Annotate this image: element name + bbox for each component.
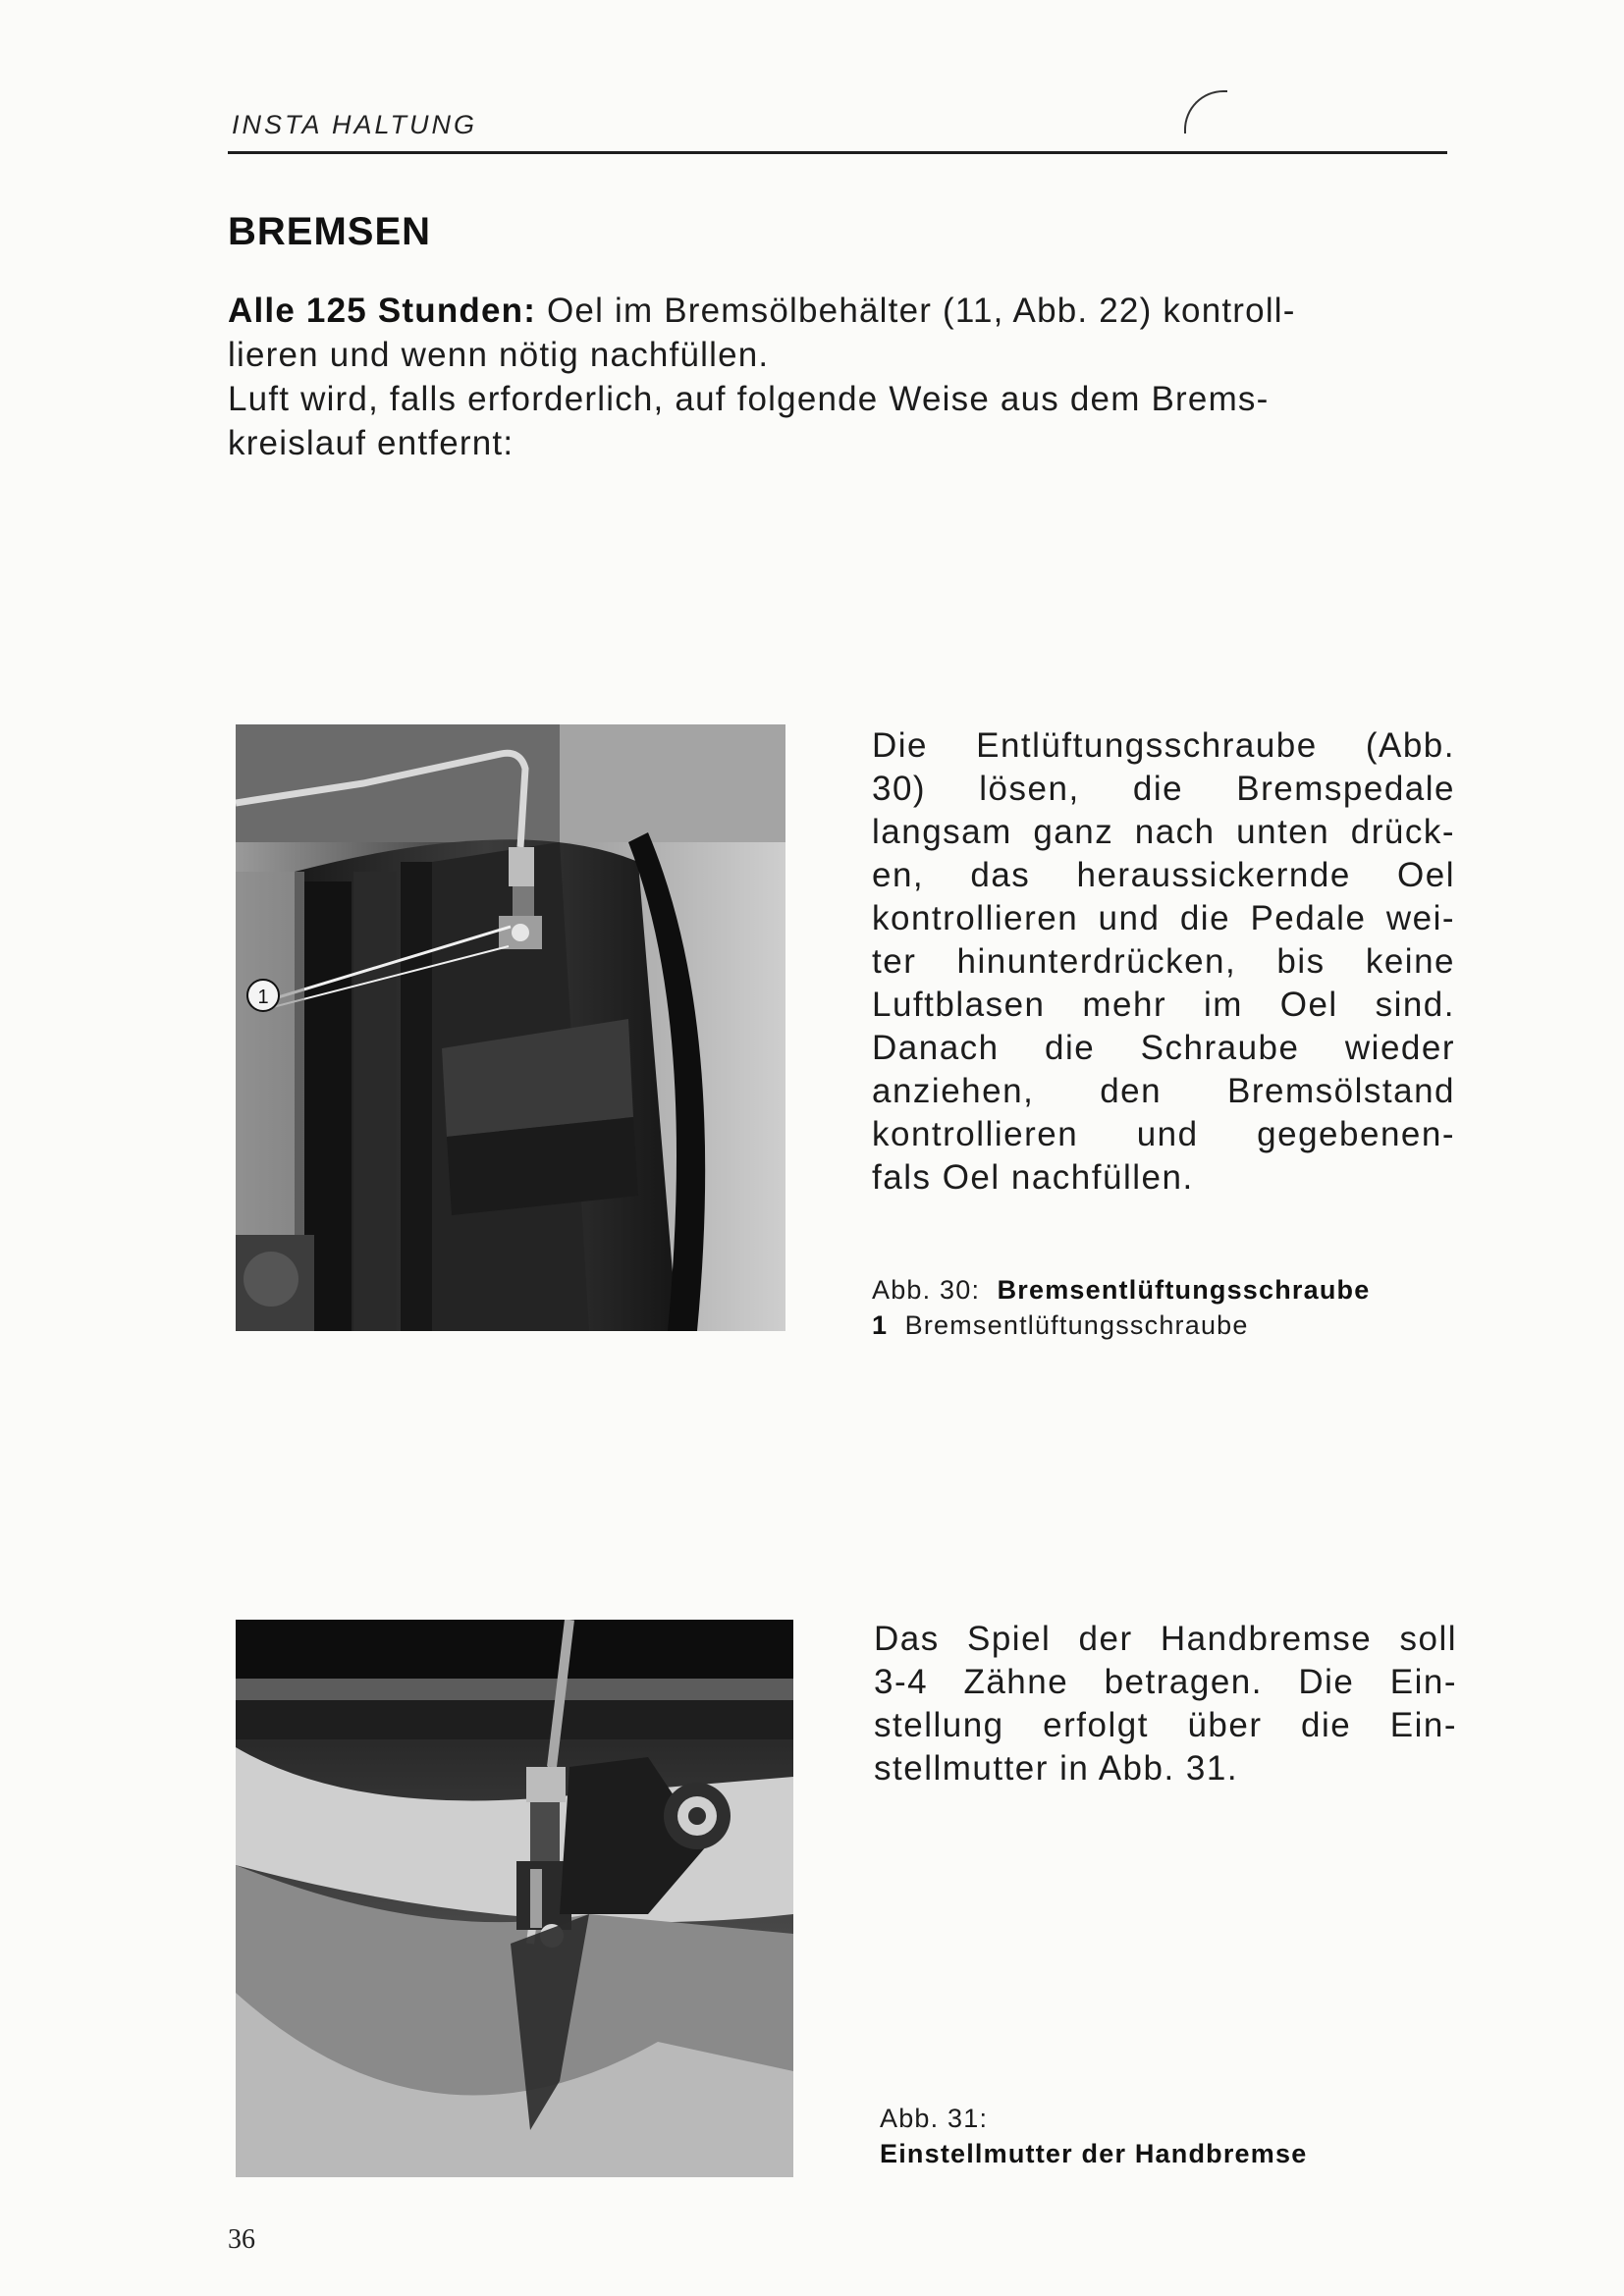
section-title: BREMSEN (228, 210, 432, 253)
intro-line-1-rest: Oel im Bremsölbehälter (11, Abb. 22) kontroll- (536, 292, 1296, 330)
figure-30-photo (236, 724, 785, 1331)
text-line: 30) lösen, die Bremspedale (872, 770, 1455, 808)
caption-title: Bremsentlüftungsschraube (997, 1275, 1371, 1305)
figure-30-description (872, 724, 1455, 1200)
figure-31-photo (236, 1620, 793, 2177)
text-line: stellung erfolgt über die Ein- (874, 1706, 1457, 1744)
intro-line-3: Luft wird, falls erforderlich, auf folgende Weise aus dem Brems- (228, 380, 1270, 418)
figure-31-caption (880, 2101, 1307, 2171)
caption-legend-row (872, 1308, 1370, 1343)
text-line: Danach die Schraube wieder (872, 1029, 1455, 1067)
running-head: INSTA HALTUNG (232, 110, 478, 139)
scan-corner-mark (1184, 90, 1227, 133)
caption-prefix: Abb. 31: (880, 2104, 989, 2133)
text-line: ter hinunterdrücken, bis keine (872, 942, 1455, 981)
text-line: kontrollieren und die Pedale wei- (872, 899, 1455, 937)
text-line: en, das heraussickernde Oel (872, 856, 1455, 894)
text-line: kontrollieren und gegebenen- (872, 1115, 1455, 1153)
figure-31-description (874, 1618, 1457, 1790)
text-line: langsam ganz nach unten drück- (872, 813, 1455, 851)
handbrake-illustration (236, 1620, 793, 2177)
text-line: fals Oel nachfüllen. (872, 1158, 1194, 1197)
legend-number: 1 (872, 1310, 889, 1340)
callout-1-label: 1 (257, 987, 269, 1008)
caption-title: Einstellmutter der Handbremse (880, 2139, 1308, 2168)
intro-line-2: lieren und wenn nötig nachfüllen. (228, 336, 770, 374)
intro-line-4: kreislauf entfernt: (228, 424, 514, 462)
caption-prefix: Abb. 30: (872, 1275, 981, 1305)
text-line: Die Entlüftungsschraube (Abb. (872, 726, 1455, 765)
text-line: Luftblasen mehr im Oel sind. (872, 986, 1455, 1024)
intro-line-1 (228, 289, 1455, 333)
text-line: 3-4 Zähne betragen. Die Ein- (874, 1663, 1457, 1701)
text-line: stellmutter in Abb. 31. (874, 1749, 1239, 1788)
brake-housing-illustration (236, 724, 785, 1331)
figure-30-caption (872, 1272, 1370, 1343)
intro-lead: Alle 125 Stunden: (228, 292, 537, 330)
header-rule (228, 151, 1447, 154)
text-line: Das Spiel der Handbremse soll (874, 1620, 1457, 1658)
legend-label: Bremsentlüftungsschraube (904, 1310, 1249, 1340)
caption-title-row (880, 2136, 1307, 2171)
intro-paragraph (228, 289, 1455, 465)
page-number: 36 (228, 2224, 255, 2255)
text-line: anziehen, den Bremsölstand (872, 1072, 1455, 1110)
caption-title-row (872, 1272, 1370, 1308)
